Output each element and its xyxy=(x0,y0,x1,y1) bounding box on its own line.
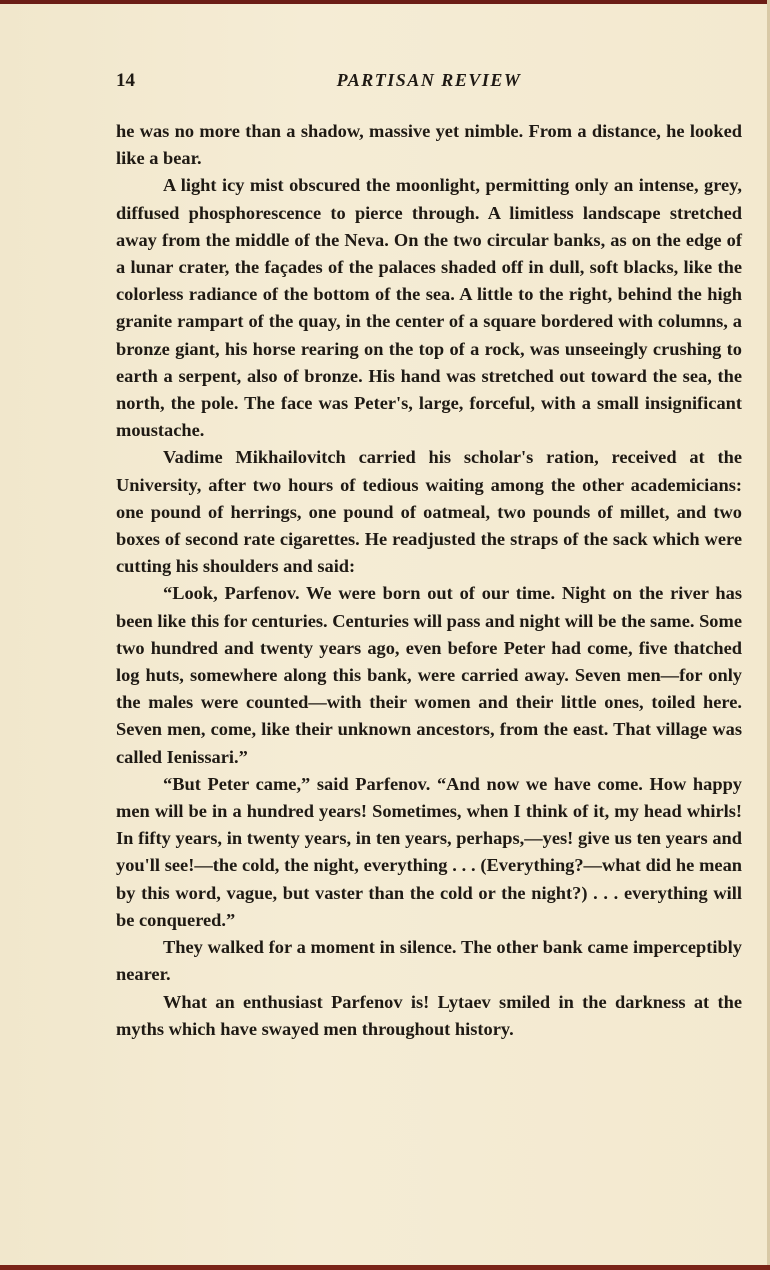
paragraph-continuation: he was no more than a shadow, massive yet nimble. From a distance, he looked like a bear. xyxy=(116,121,742,169)
page-number: 14 xyxy=(116,70,135,91)
page-top-edge xyxy=(0,0,770,4)
paragraph: “Look, Parfenov. We were born out of our time. Night on the river has been like this for centuries. Centuries will pass and night will be the same. Some two hundred and twenty years ago, even before Peter had come, five thatched log huts, somewhere along this bank, were carried away. Seven men—for only the males were counted—with their women and their little ones, toiled here. Seven men, come, like their unknown ancestors, from the east. That village was called Ienissari.” xyxy=(116,583,742,767)
paragraph: A light icy mist obscured the moonlight, permitting only an intense, grey, diffused phosphorescence to pierce through. A limitless landscape stretched away from the middle of the Neva. On the two circular banks, as on the edge of a lunar crater, the façades of the palaces shaded off in dull, soft blacks, like the colorless radiance of the bottom of the sea. A little to the right, behind the high granite rampart of the quay, in the center of a square bordered with columns, a bronze giant, his horse rearing on the top of a rock, was unseeingly crushing to earth a serpent, also of bronze. His hand was stretched out toward the sea, the north, the pole. The face was Peter's, large, forceful, with a small insignificant moustache. xyxy=(116,175,742,441)
page-bottom-edge xyxy=(0,1265,770,1270)
paragraph: “But Peter came,” said Parfenov. “And now we have come. How happy men will be in a hundred years! Sometimes, when I think of it, my head whirls! In fifty years, in twenty years, in ten years, perhaps,—yes! give us ten years and you'll see!—the cold, the night, everything . . . (Everything?—what did he mean by this word, vague, but vaster than the cold or the night?) . . . everything will be conquered.” xyxy=(116,773,742,930)
paragraph: What an enthusiast Parfenov is! Lytaev smiled in the darkness at the myths which have swayed men throughout history. xyxy=(116,991,742,1039)
page-header xyxy=(116,70,742,96)
paragraph: They walked for a moment in silence. The other bank came imperceptibly nearer. xyxy=(116,937,742,985)
paragraph: Vadime Mikhailovitch carried his scholar's ration, received at the University, after two hours of tedious waiting among the other academicians: one pound of herrings, one pound of oatmeal, two pounds of millet, and two boxes of second rate cigarettes. He readjusted the straps of the sack which were cutting his shoulders and said: xyxy=(116,447,742,577)
body-text xyxy=(116,118,742,1043)
running-title: PARTISAN REVIEW xyxy=(336,70,522,90)
